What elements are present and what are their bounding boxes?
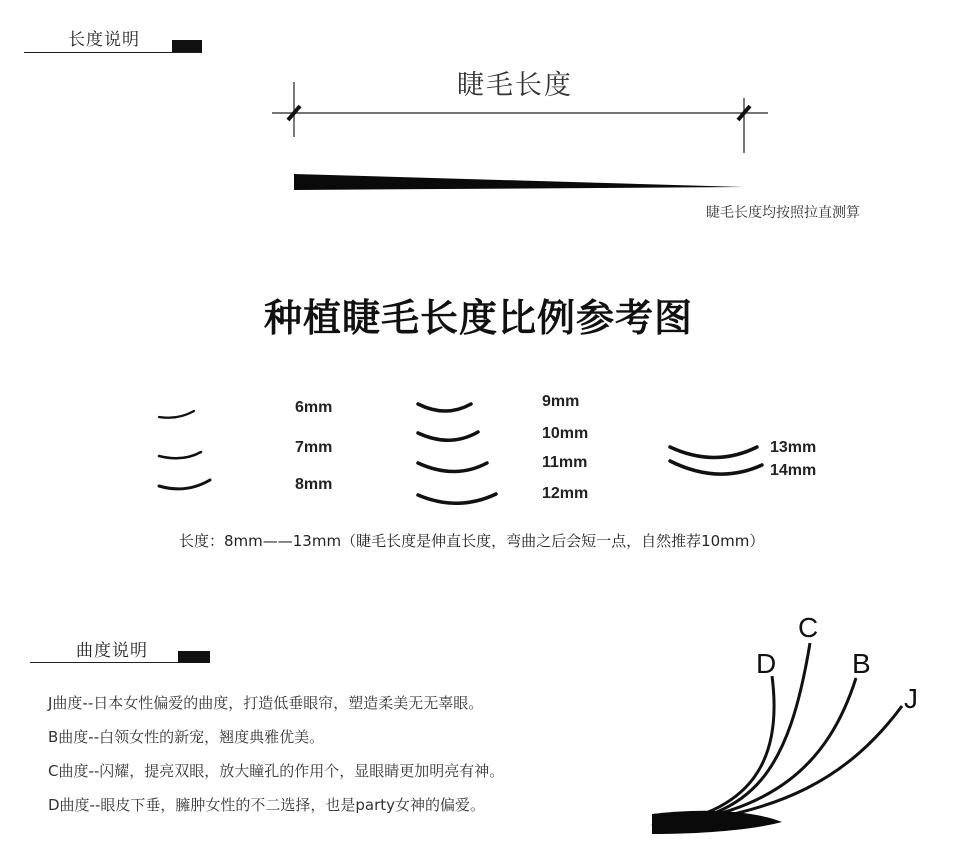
length-section-bar [172,40,202,52]
label-6mm: 6mm [295,399,333,416]
curl-desc-j: J曲度--日本女性偏爱的曲度，打造低垂眼帘，塑造柔美无无辜眼。 [48,694,484,712]
curl-description-list [48,686,504,822]
curl-section-heading: 曲度说明 [76,641,148,661]
curl-b-strand [652,678,856,826]
eyelash-length-label: 睫毛长度 [457,70,573,101]
lash-curve-8mm [159,480,210,489]
length-section-underline [24,52,202,53]
label-11mm: 11mm [542,454,588,471]
curl-desc-d: D曲度--眼皮下垂，臃肿女性的不二选择，也是party女神的偏爱。 [48,796,486,814]
length-measure-note: 睫毛长度均按照拉直测算 [706,205,860,221]
lash-curve-12mm [418,494,496,503]
lash-curve-7mm [159,452,201,458]
curl-letter-d: D [756,648,777,679]
curl-letter-j: J [904,683,918,714]
curl-letter-c: C [798,612,819,643]
length-section-heading: 长度说明 [68,30,140,50]
curl-section-bar [178,651,210,663]
lash-curve-9mm [418,404,471,411]
lash-curve-6mm [159,411,194,418]
length-range-note: 长度：8mm——13mm（睫毛长度是伸直长度，弯曲之后会短一点，自然推荐10mm） [179,532,765,550]
curl-desc-c: C曲度--闪耀，提亮双眼，放大瞳孔的作用个，显眼睛更加明亮有神。 [48,762,505,780]
label-8mm: 8mm [295,476,333,493]
label-13mm: 13mm [770,439,817,456]
curl-desc-b: B曲度--白领女性的新宠，翘度典雅优美。 [48,728,325,746]
lash-curve-13mm [670,447,757,458]
lash-curve-11mm [418,463,487,472]
label-12mm: 12mm [542,485,589,502]
reference-title: 种植睫毛长度比例参考图 [264,296,694,340]
curl-letter-b: B [852,648,871,679]
curl-j-strand [652,706,902,826]
curl-fan-base [652,811,782,834]
lash-curve-14mm [670,461,762,474]
label-9mm: 9mm [542,393,580,410]
label-10mm: 10mm [542,425,589,442]
label-14mm: 14mm [770,462,817,479]
label-7mm: 7mm [295,439,333,456]
curl-d-strand [652,676,774,826]
tapered-lash-shape [294,174,744,190]
lash-curve-10mm [418,432,478,440]
